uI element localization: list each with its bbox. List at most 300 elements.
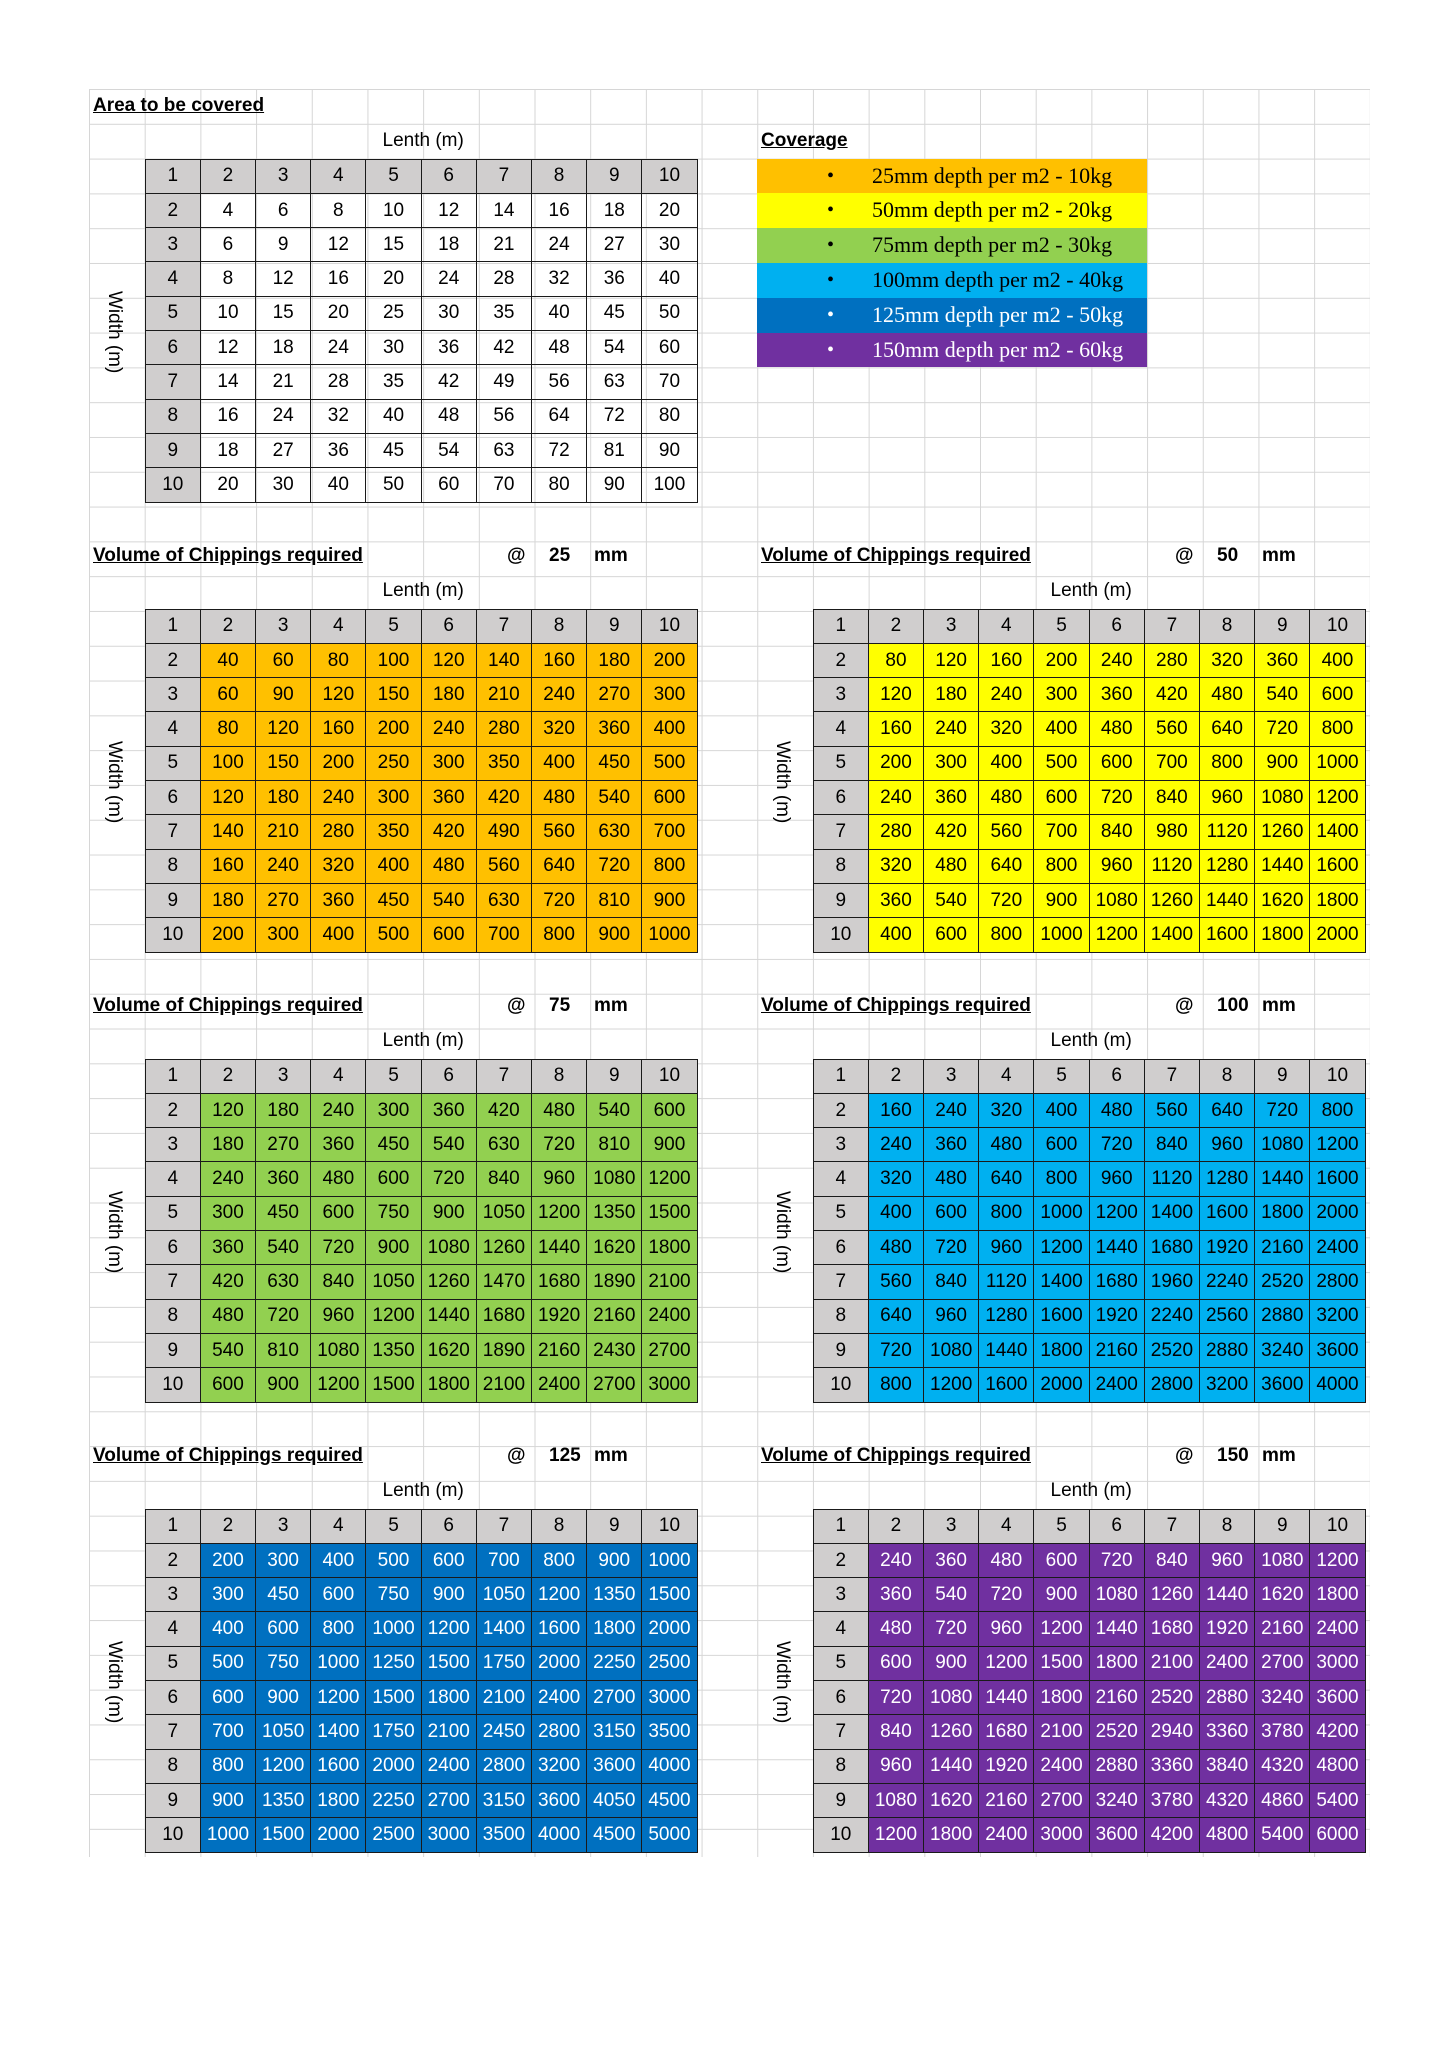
value-cell[interactable]: 4500 <box>587 1818 642 1852</box>
value-cell[interactable]: 4860 <box>1255 1783 1310 1817</box>
value-cell[interactable]: 640 <box>979 849 1034 883</box>
value-cell[interactable]: 1500 <box>421 1646 476 1680</box>
length-header-cell[interactable]: 3 <box>256 609 311 643</box>
value-cell[interactable]: 160 <box>868 712 923 746</box>
length-header-cell[interactable]: 3 <box>924 1059 979 1093</box>
length-header-cell[interactable]: 1 <box>813 1059 868 1093</box>
value-cell[interactable]: 240 <box>979 678 1034 712</box>
value-cell[interactable]: 320 <box>1200 643 1255 677</box>
value-cell[interactable]: 720 <box>979 883 1034 917</box>
value-cell[interactable]: 4800 <box>1310 1749 1365 1783</box>
value-cell[interactable]: 720 <box>1089 1128 1144 1162</box>
value-cell[interactable]: 1080 <box>1089 1578 1144 1612</box>
width-header-cell[interactable]: 2 <box>145 643 200 677</box>
value-cell[interactable]: 750 <box>366 1196 421 1230</box>
value-cell[interactable]: 6 <box>200 228 255 262</box>
value-cell[interactable]: 360 <box>868 1578 923 1612</box>
value-cell[interactable]: 420 <box>476 781 531 815</box>
width-header-cell[interactable]: 4 <box>145 262 200 296</box>
value-cell[interactable]: 2800 <box>1144 1368 1199 1402</box>
value-cell[interactable]: 900 <box>366 1231 421 1265</box>
value-cell[interactable]: 2880 <box>1089 1749 1144 1783</box>
value-cell[interactable]: 1120 <box>1200 815 1255 849</box>
value-cell[interactable]: 840 <box>1144 781 1199 815</box>
value-cell[interactable]: 750 <box>366 1578 421 1612</box>
value-cell[interactable]: 360 <box>1089 678 1144 712</box>
value-cell[interactable]: 2560 <box>1200 1299 1255 1333</box>
value-cell[interactable]: 90 <box>587 468 642 502</box>
value-cell[interactable]: 120 <box>200 1093 255 1127</box>
value-cell[interactable]: 240 <box>924 1093 979 1127</box>
value-cell[interactable]: 160 <box>868 1093 923 1127</box>
value-cell[interactable]: 800 <box>200 1749 255 1783</box>
length-header-cell[interactable]: 7 <box>1144 609 1199 643</box>
value-cell[interactable]: 720 <box>868 1681 923 1715</box>
value-cell[interactable]: 320 <box>868 1162 923 1196</box>
value-cell[interactable]: 3000 <box>421 1818 476 1852</box>
value-cell[interactable]: 480 <box>979 1128 1034 1162</box>
value-cell[interactable]: 1600 <box>311 1749 366 1783</box>
depth-value[interactable]: 75 <box>549 995 571 1016</box>
value-cell[interactable]: 1920 <box>1200 1612 1255 1646</box>
value-cell[interactable]: 400 <box>868 918 923 952</box>
value-cell[interactable]: 1250 <box>366 1646 421 1680</box>
value-cell[interactable]: 1800 <box>1034 1333 1089 1367</box>
value-cell[interactable]: 600 <box>1034 1543 1089 1577</box>
value-cell[interactable]: 320 <box>868 849 923 883</box>
value-cell[interactable]: 25 <box>366 296 421 330</box>
value-cell[interactable]: 720 <box>924 1231 979 1265</box>
value-cell[interactable]: 32 <box>532 262 587 296</box>
value-cell[interactable]: 1350 <box>256 1783 311 1817</box>
value-cell[interactable]: 4000 <box>1310 1368 1365 1402</box>
length-header-cell[interactable]: 6 <box>1089 1059 1144 1093</box>
value-cell[interactable]: 1200 <box>366 1299 421 1333</box>
value-cell[interactable]: 450 <box>366 1128 421 1162</box>
value-cell[interactable]: 5400 <box>1310 1783 1365 1817</box>
value-cell[interactable]: 280 <box>1144 643 1199 677</box>
value-cell[interactable]: 1800 <box>1089 1646 1144 1680</box>
value-cell[interactable]: 480 <box>924 1162 979 1196</box>
value-cell[interactable]: 2700 <box>642 1333 697 1367</box>
value-cell[interactable]: 1000 <box>311 1646 366 1680</box>
value-cell[interactable]: 48 <box>532 331 587 365</box>
value-cell[interactable]: 1680 <box>1144 1231 1199 1265</box>
value-cell[interactable]: 2240 <box>1144 1299 1199 1333</box>
value-cell[interactable]: 28 <box>311 365 366 399</box>
value-cell[interactable]: 640 <box>979 1162 1034 1196</box>
value-cell[interactable]: 1600 <box>532 1612 587 1646</box>
length-header-cell[interactable]: 6 <box>421 609 476 643</box>
value-cell[interactable]: 400 <box>1310 643 1365 677</box>
value-cell[interactable]: 900 <box>200 1783 255 1817</box>
value-cell[interactable]: 320 <box>979 712 1034 746</box>
value-cell[interactable]: 350 <box>476 746 531 780</box>
value-cell[interactable]: 900 <box>642 1128 697 1162</box>
length-header-cell[interactable]: 9 <box>1255 609 1310 643</box>
value-cell[interactable]: 720 <box>1255 1093 1310 1127</box>
width-header-cell[interactable]: 7 <box>813 1265 868 1299</box>
value-cell[interactable]: 4500 <box>642 1783 697 1817</box>
value-cell[interactable]: 960 <box>1089 849 1144 883</box>
value-cell[interactable]: 12 <box>200 331 255 365</box>
value-cell[interactable]: 630 <box>476 1128 531 1162</box>
width-header-cell[interactable]: 3 <box>145 678 200 712</box>
value-cell[interactable]: 1120 <box>1144 1162 1199 1196</box>
value-cell[interactable]: 700 <box>200 1715 255 1749</box>
value-cell[interactable]: 20 <box>366 262 421 296</box>
value-cell[interactable]: 1200 <box>1034 1612 1089 1646</box>
value-cell[interactable]: 16 <box>200 399 255 433</box>
value-cell[interactable]: 27 <box>587 228 642 262</box>
value-cell[interactable]: 2700 <box>1255 1646 1310 1680</box>
length-header-cell[interactable]: 10 <box>642 1509 697 1543</box>
value-cell[interactable]: 20 <box>311 296 366 330</box>
value-cell[interactable]: 3000 <box>1034 1818 1089 1852</box>
value-cell[interactable]: 30 <box>366 331 421 365</box>
value-cell[interactable]: 1260 <box>1144 883 1199 917</box>
width-header-cell[interactable]: 6 <box>813 1681 868 1715</box>
value-cell[interactable]: 12 <box>421 193 476 227</box>
value-cell[interactable]: 2520 <box>1255 1265 1310 1299</box>
value-cell[interactable]: 2160 <box>532 1333 587 1367</box>
value-cell[interactable]: 1080 <box>868 1783 923 1817</box>
value-cell[interactable]: 20 <box>642 193 697 227</box>
value-cell[interactable]: 300 <box>421 746 476 780</box>
value-cell[interactable]: 1800 <box>421 1681 476 1715</box>
value-cell[interactable]: 2700 <box>587 1681 642 1715</box>
value-cell[interactable]: 160 <box>311 712 366 746</box>
value-cell[interactable]: 700 <box>642 815 697 849</box>
value-cell[interactable]: 100 <box>200 746 255 780</box>
length-header-cell[interactable]: 10 <box>1310 1059 1365 1093</box>
value-cell[interactable]: 2400 <box>1034 1749 1089 1783</box>
length-header-cell[interactable]: 6 <box>421 1509 476 1543</box>
value-cell[interactable]: 1200 <box>256 1749 311 1783</box>
length-header-cell[interactable]: 4 <box>979 1059 1034 1093</box>
value-cell[interactable]: 42 <box>421 365 476 399</box>
value-cell[interactable]: 1400 <box>1034 1265 1089 1299</box>
value-cell[interactable]: 210 <box>476 678 531 712</box>
length-header-cell[interactable]: 6 <box>1089 609 1144 643</box>
value-cell[interactable]: 320 <box>532 712 587 746</box>
value-cell[interactable]: 540 <box>587 1093 642 1127</box>
value-cell[interactable]: 1440 <box>1089 1612 1144 1646</box>
value-cell[interactable]: 3000 <box>642 1681 697 1715</box>
width-header-cell[interactable]: 8 <box>145 849 200 883</box>
value-cell[interactable]: 1800 <box>642 1231 697 1265</box>
value-cell[interactable]: 10 <box>200 296 255 330</box>
length-header-cell[interactable]: 7 <box>476 609 531 643</box>
value-cell[interactable]: 4 <box>200 193 255 227</box>
value-cell[interactable]: 1050 <box>366 1265 421 1299</box>
value-cell[interactable]: 1500 <box>642 1196 697 1230</box>
value-cell[interactable]: 3200 <box>532 1749 587 1783</box>
value-cell[interactable]: 2700 <box>1034 1783 1089 1817</box>
value-cell[interactable]: 4320 <box>1255 1749 1310 1783</box>
length-header-cell[interactable]: 8 <box>1200 1059 1255 1093</box>
value-cell[interactable]: 1500 <box>366 1681 421 1715</box>
value-cell[interactable]: 720 <box>421 1162 476 1196</box>
value-cell[interactable]: 900 <box>256 1681 311 1715</box>
value-cell[interactable]: 3780 <box>1255 1715 1310 1749</box>
width-header-cell[interactable]: 7 <box>813 815 868 849</box>
value-cell[interactable]: 400 <box>311 918 366 952</box>
value-cell[interactable]: 2880 <box>1200 1333 1255 1367</box>
length-header-cell[interactable]: 8 <box>532 1509 587 1543</box>
length-header-cell[interactable]: 7 <box>1144 1059 1199 1093</box>
value-cell[interactable]: 45 <box>366 433 421 467</box>
value-cell[interactable]: 500 <box>366 1543 421 1577</box>
value-cell[interactable]: 560 <box>476 849 531 883</box>
value-cell[interactable]: 1200 <box>421 1612 476 1646</box>
value-cell[interactable]: 2100 <box>1034 1715 1089 1749</box>
value-cell[interactable]: 1680 <box>979 1715 1034 1749</box>
value-cell[interactable]: 2500 <box>366 1818 421 1852</box>
value-cell[interactable]: 3840 <box>1200 1749 1255 1783</box>
value-cell[interactable]: 800 <box>532 918 587 952</box>
value-cell[interactable]: 1470 <box>476 1265 531 1299</box>
value-cell[interactable]: 1260 <box>924 1715 979 1749</box>
value-cell[interactable]: 600 <box>642 1093 697 1127</box>
value-cell[interactable]: 840 <box>1144 1128 1199 1162</box>
value-cell[interactable]: 480 <box>311 1162 366 1196</box>
value-cell[interactable]: 2000 <box>1310 1196 1365 1230</box>
value-cell[interactable]: 4800 <box>1200 1818 1255 1852</box>
value-cell[interactable]: 15 <box>256 296 311 330</box>
value-cell[interactable]: 480 <box>532 1093 587 1127</box>
value-cell[interactable]: 1280 <box>1200 849 1255 883</box>
value-cell[interactable]: 720 <box>924 1612 979 1646</box>
value-cell[interactable]: 150 <box>256 746 311 780</box>
width-header-cell[interactable]: 4 <box>813 1162 868 1196</box>
value-cell[interactable]: 350 <box>366 815 421 849</box>
value-cell[interactable]: 900 <box>421 1578 476 1612</box>
width-header-cell[interactable]: 9 <box>145 433 200 467</box>
value-cell[interactable]: 6000 <box>1310 1818 1365 1852</box>
value-cell[interactable]: 360 <box>924 1543 979 1577</box>
width-header-cell[interactable]: 2 <box>145 1543 200 1577</box>
value-cell[interactable]: 1800 <box>1310 1578 1365 1612</box>
length-header-cell[interactable]: 7 <box>476 1509 531 1543</box>
width-header-cell[interactable]: 10 <box>813 1818 868 1852</box>
length-header-cell[interactable]: 5 <box>366 609 421 643</box>
value-cell[interactable]: 3200 <box>1200 1368 1255 1402</box>
value-cell[interactable]: 1120 <box>979 1265 1034 1299</box>
length-header-cell[interactable]: 9 <box>587 1059 642 1093</box>
value-cell[interactable]: 1500 <box>256 1818 311 1852</box>
value-cell[interactable]: 1620 <box>924 1783 979 1817</box>
value-cell[interactable]: 360 <box>924 1128 979 1162</box>
length-header-cell[interactable]: 2 <box>868 609 923 643</box>
value-cell[interactable]: 24 <box>421 262 476 296</box>
value-cell[interactable]: 270 <box>587 678 642 712</box>
value-cell[interactable]: 560 <box>868 1265 923 1299</box>
value-cell[interactable]: 3150 <box>587 1715 642 1749</box>
value-cell[interactable]: 200 <box>200 918 255 952</box>
value-cell[interactable]: 70 <box>642 365 697 399</box>
value-cell[interactable]: 1080 <box>311 1333 366 1367</box>
value-cell[interactable]: 1800 <box>1034 1681 1089 1715</box>
length-header-cell[interactable]: 1 <box>145 1509 200 1543</box>
value-cell[interactable]: 3240 <box>1255 1681 1310 1715</box>
length-header-cell[interactable]: 9 <box>587 1509 642 1543</box>
value-cell[interactable]: 1680 <box>476 1299 531 1333</box>
value-cell[interactable]: 3780 <box>1144 1783 1199 1817</box>
value-cell[interactable]: 900 <box>587 1543 642 1577</box>
value-cell[interactable]: 240 <box>311 781 366 815</box>
value-cell[interactable]: 1200 <box>868 1818 923 1852</box>
value-cell[interactable]: 4000 <box>532 1818 587 1852</box>
value-cell[interactable]: 560 <box>532 815 587 849</box>
length-header-cell[interactable]: 2 <box>200 1059 255 1093</box>
value-cell[interactable]: 2880 <box>1200 1681 1255 1715</box>
length-header-cell[interactable]: 1 <box>813 609 868 643</box>
value-cell[interactable]: 1600 <box>1310 849 1365 883</box>
value-cell[interactable]: 32 <box>311 399 366 433</box>
value-cell[interactable]: 45 <box>587 296 642 330</box>
value-cell[interactable]: 28 <box>476 262 531 296</box>
value-cell[interactable]: 150 <box>366 678 421 712</box>
value-cell[interactable]: 700 <box>476 918 531 952</box>
value-cell[interactable]: 1400 <box>1310 815 1365 849</box>
value-cell[interactable]: 3360 <box>1200 1715 1255 1749</box>
width-header-cell[interactable]: 6 <box>813 1231 868 1265</box>
depth-value[interactable]: 100 <box>1217 995 1249 1016</box>
value-cell[interactable]: 840 <box>311 1265 366 1299</box>
length-header-cell[interactable]: 9 <box>587 609 642 643</box>
value-cell[interactable]: 63 <box>587 365 642 399</box>
value-cell[interactable]: 1080 <box>924 1333 979 1367</box>
value-cell[interactable]: 3000 <box>642 1368 697 1402</box>
value-cell[interactable]: 1600 <box>1034 1299 1089 1333</box>
value-cell[interactable]: 560 <box>1144 712 1199 746</box>
value-cell[interactable]: 80 <box>311 643 366 677</box>
value-cell[interactable]: 600 <box>924 918 979 952</box>
width-header-cell[interactable]: 5 <box>145 1196 200 1230</box>
length-header-cell[interactable]: 1 <box>145 1059 200 1093</box>
length-header-cell[interactable]: 8 <box>532 159 587 193</box>
value-cell[interactable]: 1800 <box>311 1783 366 1817</box>
value-cell[interactable]: 360 <box>924 781 979 815</box>
value-cell[interactable]: 9 <box>256 228 311 262</box>
value-cell[interactable]: 50 <box>642 296 697 330</box>
value-cell[interactable]: 480 <box>979 1543 1034 1577</box>
value-cell[interactable]: 3240 <box>1089 1783 1144 1817</box>
value-cell[interactable]: 900 <box>421 1196 476 1230</box>
value-cell[interactable]: 1440 <box>1255 1162 1310 1196</box>
depth-value[interactable]: 125 <box>549 1445 581 1466</box>
value-cell[interactable]: 980 <box>1144 815 1199 849</box>
value-cell[interactable]: 18 <box>421 228 476 262</box>
value-cell[interactable]: 42 <box>476 331 531 365</box>
length-header-cell[interactable]: 7 <box>476 1059 531 1093</box>
value-cell[interactable]: 1800 <box>421 1368 476 1402</box>
value-cell[interactable]: 1280 <box>1200 1162 1255 1196</box>
value-cell[interactable]: 5400 <box>1255 1818 1310 1852</box>
value-cell[interactable]: 540 <box>200 1333 255 1367</box>
value-cell[interactable]: 2700 <box>587 1368 642 1402</box>
value-cell[interactable]: 480 <box>979 781 1034 815</box>
width-header-cell[interactable]: 8 <box>813 1299 868 1333</box>
value-cell[interactable]: 720 <box>1089 781 1144 815</box>
value-cell[interactable]: 720 <box>587 849 642 883</box>
value-cell[interactable]: 2000 <box>642 1612 697 1646</box>
width-header-cell[interactable]: 3 <box>813 678 868 712</box>
value-cell[interactable]: 1800 <box>924 1818 979 1852</box>
value-cell[interactable]: 1000 <box>366 1612 421 1646</box>
length-header-cell[interactable]: 3 <box>924 1509 979 1543</box>
value-cell[interactable]: 800 <box>532 1543 587 1577</box>
value-cell[interactable]: 700 <box>476 1543 531 1577</box>
value-cell[interactable]: 40 <box>311 468 366 502</box>
value-cell[interactable]: 1920 <box>1200 1231 1255 1265</box>
width-header-cell[interactable]: 5 <box>145 296 200 330</box>
value-cell[interactable]: 2800 <box>532 1715 587 1749</box>
value-cell[interactable]: 720 <box>1255 712 1310 746</box>
value-cell[interactable]: 2400 <box>979 1818 1034 1852</box>
value-cell[interactable]: 450 <box>256 1196 311 1230</box>
value-cell[interactable]: 1200 <box>1089 918 1144 952</box>
width-header-cell[interactable]: 8 <box>813 849 868 883</box>
value-cell[interactable]: 480 <box>1089 1093 1144 1127</box>
value-cell[interactable]: 630 <box>587 815 642 849</box>
value-cell[interactable]: 2100 <box>476 1681 531 1715</box>
width-header-cell[interactable]: 2 <box>145 193 200 227</box>
value-cell[interactable]: 400 <box>200 1612 255 1646</box>
value-cell[interactable]: 5000 <box>642 1818 697 1852</box>
value-cell[interactable]: 480 <box>1200 678 1255 712</box>
value-cell[interactable]: 30 <box>256 468 311 502</box>
value-cell[interactable]: 800 <box>1310 1093 1365 1127</box>
value-cell[interactable]: 540 <box>421 1128 476 1162</box>
value-cell[interactable]: 1050 <box>476 1578 531 1612</box>
value-cell[interactable]: 3500 <box>642 1715 697 1749</box>
value-cell[interactable]: 160 <box>532 643 587 677</box>
value-cell[interactable]: 1680 <box>1089 1265 1144 1299</box>
value-cell[interactable]: 900 <box>256 1368 311 1402</box>
value-cell[interactable]: 1260 <box>421 1265 476 1299</box>
length-header-cell[interactable]: 2 <box>868 1059 923 1093</box>
value-cell[interactable]: 2800 <box>476 1749 531 1783</box>
value-cell[interactable]: 480 <box>200 1299 255 1333</box>
width-header-cell[interactable]: 7 <box>813 1715 868 1749</box>
value-cell[interactable]: 2800 <box>1310 1265 1365 1299</box>
value-cell[interactable]: 240 <box>924 712 979 746</box>
value-cell[interactable]: 2940 <box>1144 1715 1199 1749</box>
value-cell[interactable]: 280 <box>311 815 366 849</box>
value-cell[interactable]: 1080 <box>924 1681 979 1715</box>
value-cell[interactable]: 1440 <box>532 1231 587 1265</box>
value-cell[interactable]: 1960 <box>1144 1265 1199 1299</box>
value-cell[interactable]: 1080 <box>1255 1128 1310 1162</box>
width-header-cell[interactable]: 10 <box>145 1818 200 1852</box>
value-cell[interactable]: 56 <box>532 365 587 399</box>
value-cell[interactable]: 2450 <box>476 1715 531 1749</box>
value-cell[interactable]: 18 <box>256 331 311 365</box>
value-cell[interactable]: 480 <box>868 1612 923 1646</box>
value-cell[interactable]: 240 <box>868 781 923 815</box>
value-cell[interactable]: 1350 <box>587 1196 642 1230</box>
value-cell[interactable]: 27 <box>256 433 311 467</box>
value-cell[interactable]: 1000 <box>1034 1196 1089 1230</box>
value-cell[interactable]: 270 <box>256 883 311 917</box>
value-cell[interactable]: 240 <box>311 1093 366 1127</box>
width-header-cell[interactable]: 4 <box>813 1612 868 1646</box>
length-header-cell[interactable]: 1 <box>145 159 200 193</box>
value-cell[interactable]: 960 <box>1200 1543 1255 1577</box>
value-cell[interactable]: 54 <box>421 433 476 467</box>
